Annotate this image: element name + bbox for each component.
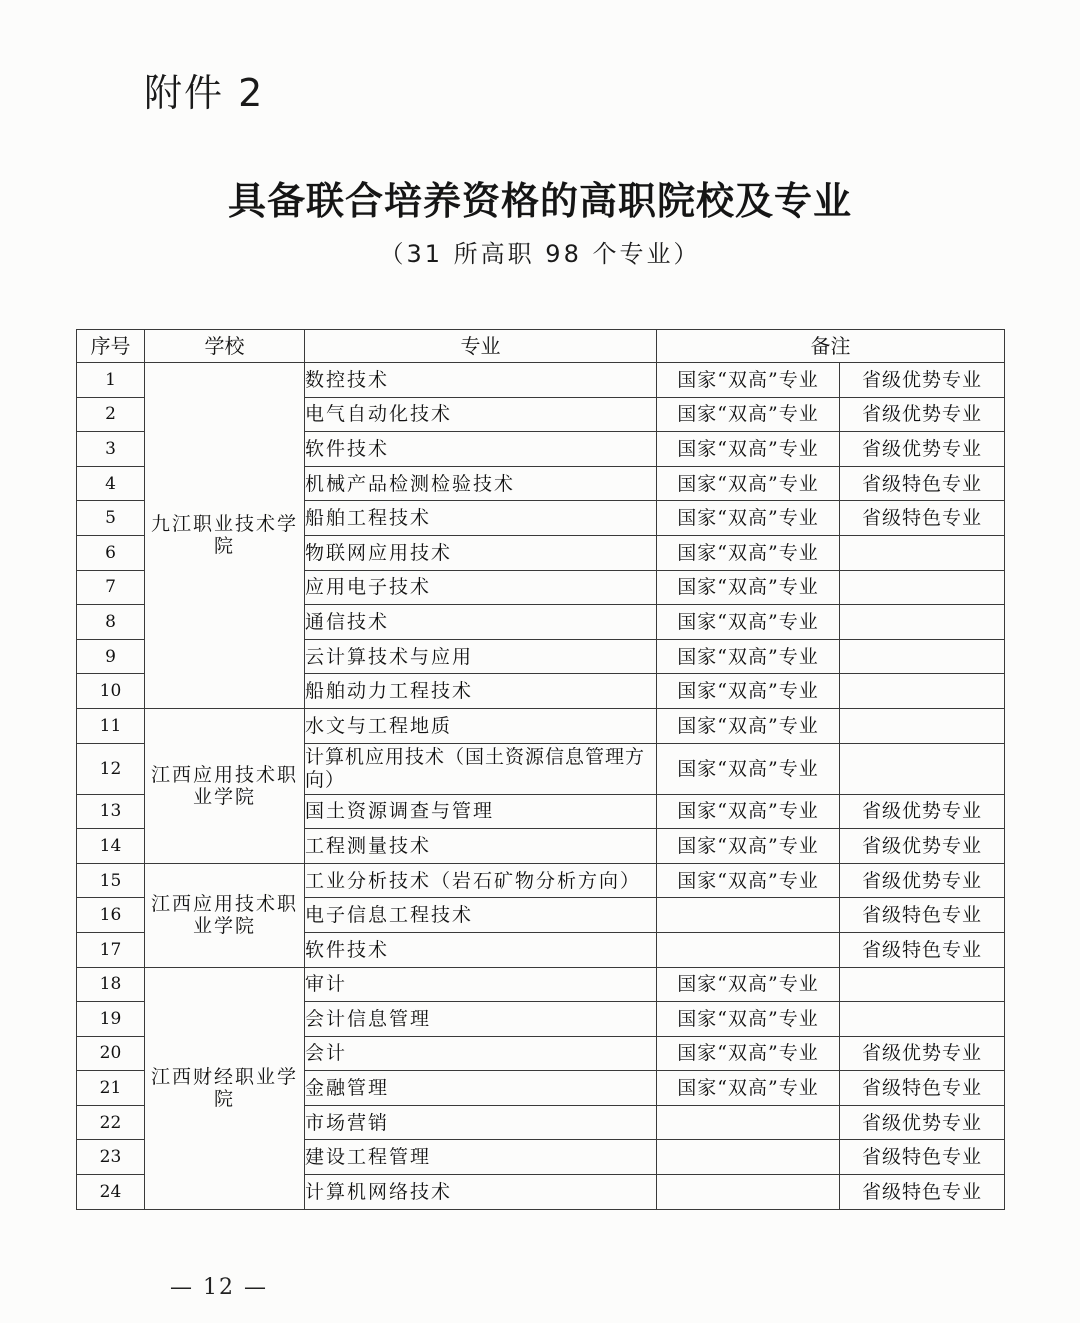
- national-remark: [657, 932, 840, 967]
- major-name: 软件技术: [305, 932, 657, 967]
- national-remark: 国家“双高”专业: [657, 708, 840, 743]
- school-name: 江西财经职业学院: [145, 967, 305, 1209]
- provincial-remark: [840, 743, 1005, 794]
- row-number: 5: [77, 501, 145, 536]
- major-name: 金融管理: [305, 1071, 657, 1106]
- provincial-remark: 省级优势专业: [840, 432, 1005, 467]
- major-name: 工程测量技术: [305, 829, 657, 864]
- table-row: [77, 967, 1005, 1002]
- school-name: 九江职业技术学院: [145, 363, 305, 709]
- national-remark: 国家“双高”专业: [657, 639, 840, 674]
- provincial-remark: [840, 1002, 1005, 1037]
- national-remark: 国家“双高”专业: [657, 1036, 840, 1071]
- provincial-remark: 省级特色专业: [840, 932, 1005, 967]
- provincial-remark: 省级优势专业: [840, 863, 1005, 898]
- column-header-school: 学校: [145, 330, 305, 363]
- major-name: 市场营销: [305, 1105, 657, 1140]
- major-name: 数控技术: [305, 363, 657, 398]
- provincial-remark: 省级优势专业: [840, 1105, 1005, 1140]
- national-remark: 国家“双高”专业: [657, 1002, 840, 1037]
- provincial-remark: 省级特色专业: [840, 1140, 1005, 1175]
- national-remark: 国家“双高”专业: [657, 535, 840, 570]
- page-number: — 12 —: [170, 1275, 268, 1300]
- major-name: 物联网应用技术: [305, 535, 657, 570]
- table-row: [77, 708, 1005, 743]
- row-number: 3: [77, 432, 145, 467]
- provincial-remark: [840, 639, 1005, 674]
- provincial-remark: 省级优势专业: [840, 1036, 1005, 1071]
- document-subtitle: （31 所高职 98 个专业）: [379, 240, 701, 268]
- row-number: 14: [77, 829, 145, 864]
- major-name: 电气自动化技术: [305, 397, 657, 432]
- row-number: 16: [77, 898, 145, 933]
- major-name: 计算机网络技术: [305, 1175, 657, 1210]
- table-body: [77, 363, 1005, 1210]
- row-number: 10: [77, 674, 145, 709]
- national-remark: [657, 898, 840, 933]
- school-name: 江西应用技术职业学院: [145, 863, 305, 967]
- national-remark: 国家“双高”专业: [657, 605, 840, 640]
- row-number: 4: [77, 466, 145, 501]
- provincial-remark: 省级优势专业: [840, 794, 1005, 829]
- major-name: 会计: [305, 1036, 657, 1071]
- major-name: 计算机应用技术（国土资源信息管理方向）: [305, 743, 657, 794]
- row-number: 2: [77, 397, 145, 432]
- row-number: 13: [77, 794, 145, 829]
- provincial-remark: 省级特色专业: [840, 1071, 1005, 1106]
- row-number: 20: [77, 1036, 145, 1071]
- major-name: 云计算技术与应用: [305, 639, 657, 674]
- row-number: 6: [77, 535, 145, 570]
- table-header-row: [77, 330, 1005, 363]
- national-remark: 国家“双高”专业: [657, 743, 840, 794]
- row-number: 23: [77, 1140, 145, 1175]
- major-name: 机械产品检测检验技术: [305, 466, 657, 501]
- provincial-remark: [840, 605, 1005, 640]
- major-name: 会计信息管理: [305, 1002, 657, 1037]
- row-number: 22: [77, 1105, 145, 1140]
- row-number: 24: [77, 1175, 145, 1210]
- major-name: 电子信息工程技术: [305, 898, 657, 933]
- provincial-remark: 省级优势专业: [840, 397, 1005, 432]
- column-header-major: 专业: [305, 330, 657, 363]
- national-remark: 国家“双高”专业: [657, 397, 840, 432]
- major-name: 国土资源调查与管理: [305, 794, 657, 829]
- national-remark: 国家“双高”专业: [657, 967, 840, 1002]
- provincial-remark: 省级特色专业: [840, 898, 1005, 933]
- provincial-remark: 省级特色专业: [840, 501, 1005, 536]
- row-number: 7: [77, 570, 145, 605]
- major-name: 应用电子技术: [305, 570, 657, 605]
- table-row: [77, 863, 1005, 898]
- national-remark: [657, 1105, 840, 1140]
- national-remark: 国家“双高”专业: [657, 794, 840, 829]
- national-remark: 国家“双高”专业: [657, 1071, 840, 1106]
- major-name: 建设工程管理: [305, 1140, 657, 1175]
- provincial-remark: 省级特色专业: [840, 466, 1005, 501]
- row-number: 8: [77, 605, 145, 640]
- major-name: 水文与工程地质: [305, 708, 657, 743]
- major-name: 通信技术: [305, 605, 657, 640]
- row-number: 1: [77, 363, 145, 398]
- provincial-remark: [840, 967, 1005, 1002]
- row-number: 15: [77, 863, 145, 898]
- row-number: 12: [77, 743, 145, 794]
- table-row: [77, 363, 1005, 398]
- national-remark: 国家“双高”专业: [657, 363, 840, 398]
- national-remark: 国家“双高”专业: [657, 570, 840, 605]
- attachment-label: 附件 2: [144, 71, 265, 115]
- national-remark: 国家“双高”专业: [657, 501, 840, 536]
- national-remark: [657, 1140, 840, 1175]
- provincial-remark: [840, 570, 1005, 605]
- column-header-remarks: 备注: [657, 330, 1005, 363]
- row-number: 18: [77, 967, 145, 1002]
- majors-table: [76, 329, 1005, 1210]
- provincial-remark: [840, 708, 1005, 743]
- major-name: 工业分析技术（岩石矿物分析方向）: [305, 863, 657, 898]
- row-number: 9: [77, 639, 145, 674]
- major-name: 软件技术: [305, 432, 657, 467]
- national-remark: 国家“双高”专业: [657, 466, 840, 501]
- row-number: 19: [77, 1002, 145, 1037]
- provincial-remark: 省级特色专业: [840, 1175, 1005, 1210]
- row-number: 11: [77, 708, 145, 743]
- document-title: 具备联合培养资格的高职院校及专业: [227, 178, 852, 223]
- provincial-remark: 省级优势专业: [840, 363, 1005, 398]
- national-remark: 国家“双高”专业: [657, 432, 840, 467]
- row-number: 21: [77, 1071, 145, 1106]
- row-number: 17: [77, 932, 145, 967]
- major-name: 审计: [305, 967, 657, 1002]
- major-name: 船舶动力工程技术: [305, 674, 657, 709]
- national-remark: 国家“双高”专业: [657, 829, 840, 864]
- school-name: 江西应用技术职业学院: [145, 708, 305, 863]
- major-name: 船舶工程技术: [305, 501, 657, 536]
- national-remark: 国家“双高”专业: [657, 863, 840, 898]
- provincial-remark: [840, 674, 1005, 709]
- provincial-remark: 省级优势专业: [840, 829, 1005, 864]
- national-remark: 国家“双高”专业: [657, 674, 840, 709]
- provincial-remark: [840, 535, 1005, 570]
- national-remark: [657, 1175, 840, 1210]
- column-header-number: 序号: [77, 330, 145, 363]
